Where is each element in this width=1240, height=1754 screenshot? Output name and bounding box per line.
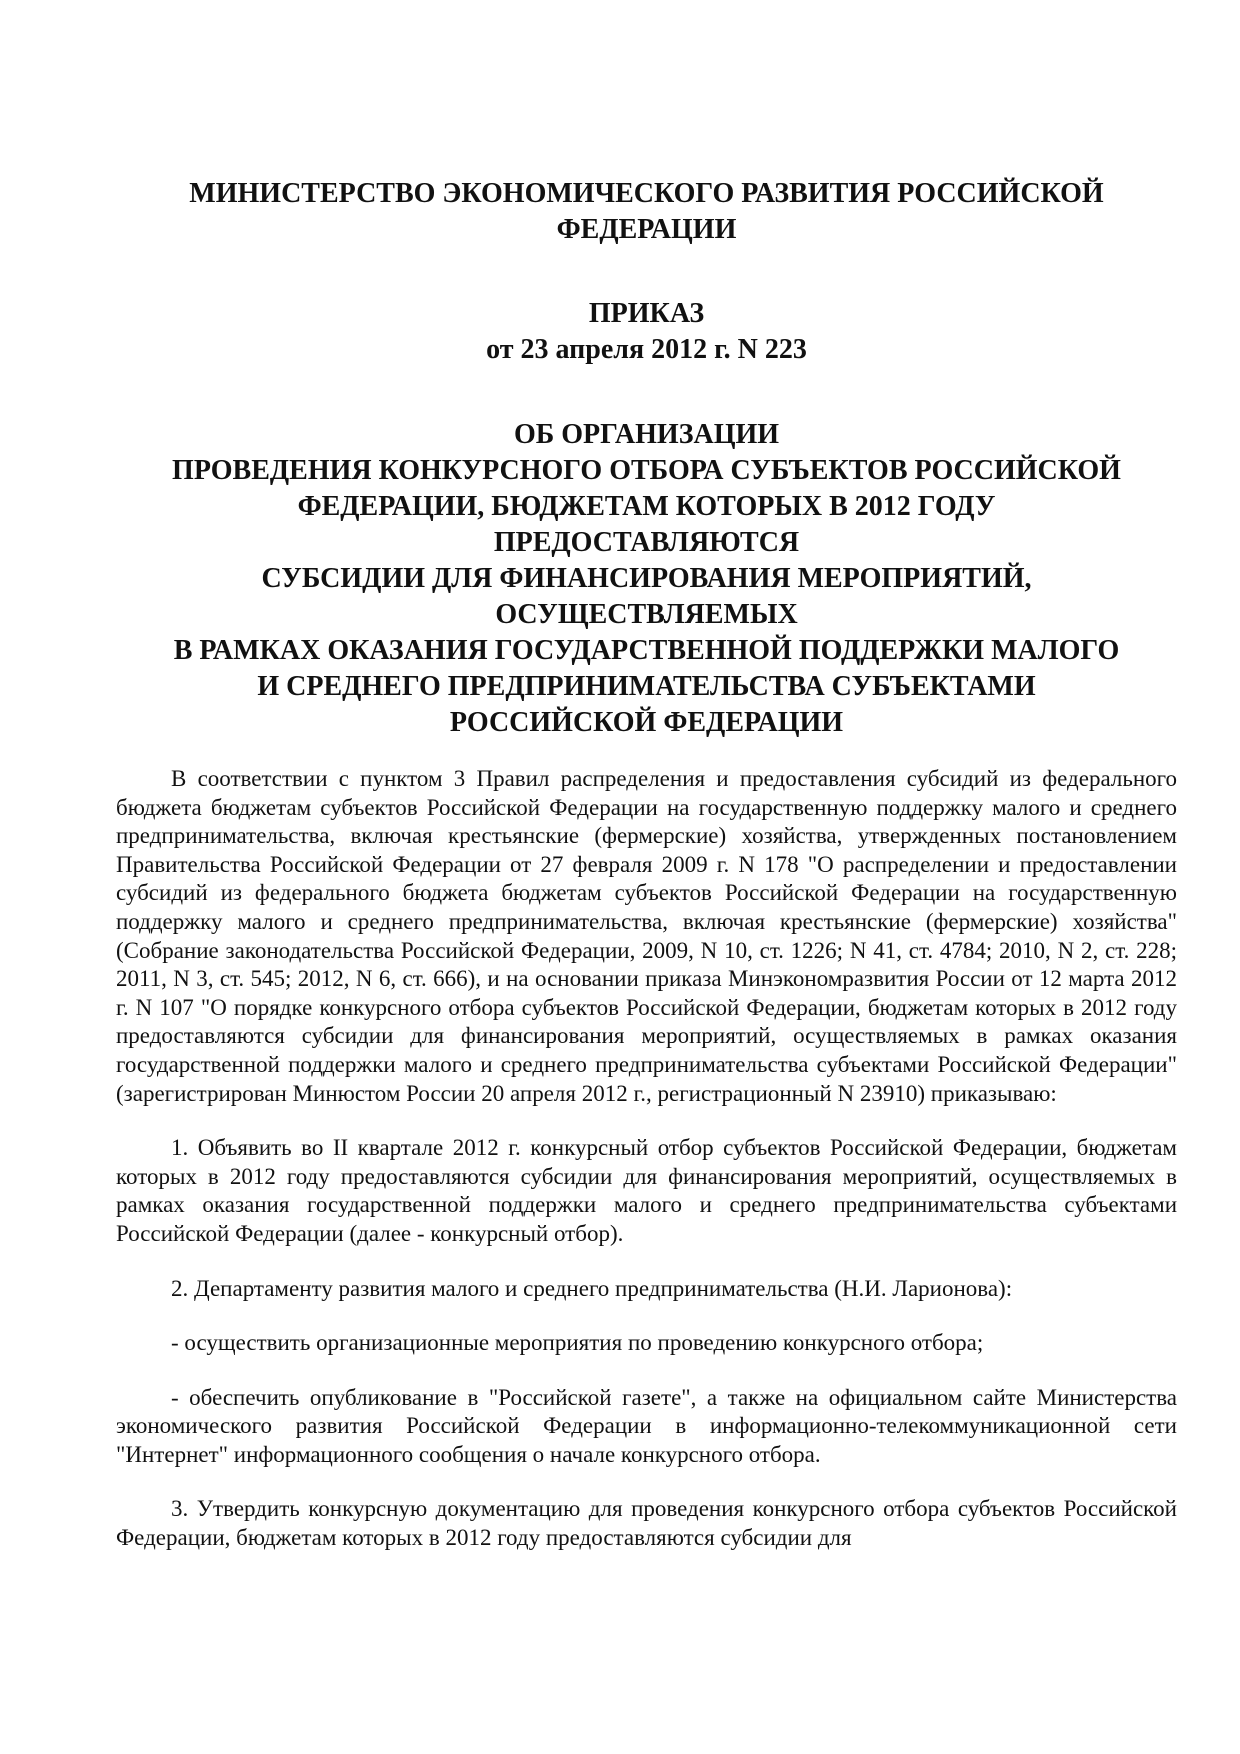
title-line: ПРОВЕДЕНИЯ КОНКУРСНОГО ОТБОРА СУБЪЕКТОВ РОССИЙСКОЙ	[172, 455, 1121, 486]
title-line: ПРЕДОСТАВЛЯЮТСЯ	[493, 527, 800, 558]
document-title	[116, 417, 1177, 741]
clause-1-paragraph: 1. Объявить во II квартале 2012 г. конкурсный отбор субъектов Российской Федерации, бюджетам которых в 2012 году предоставляются субсидии для финансирования мероприятий, осуществляемых в рамках оказания государственной поддержки малого и среднего предпринимательства субъектами Российской Федерации (далее - конкурсный отбор).	[116, 1135, 1177, 1246]
title-line: СУБСИДИИ ДЛЯ ФИНАНСИРОВАНИЯ МЕРОПРИЯТИЙ,	[261, 563, 1032, 594]
title-line: ОСУЩЕСТВЛЯЕМЫХ	[495, 599, 798, 630]
ministry-line: ФЕДЕРАЦИИ	[556, 214, 737, 245]
order-label: ПРИКАЗ	[588, 298, 705, 329]
clause-2-item-1: - осуществить организационные мероприятия по проведению конкурсного отбора;	[171, 1330, 984, 1356]
order-date-number: от 23 апреля 2012 г. N 223	[486, 334, 807, 365]
clause-3-paragraph: 3. Утвердить конкурсную документацию для проведения конкурсного отбора субъектов Российской Федерации, бюджетам которых в 2012 году предоставляются субсидии для	[116, 1496, 1177, 1551]
title-line: И СРЕДНЕГО ПРЕДПРИНИМАТЕЛЬСТВА СУБЪЕКТАМИ	[257, 671, 1036, 702]
order-heading	[116, 296, 1177, 368]
ministry-line: МИНИСТЕРСТВО ЭКОНОМИЧЕСКОГО РАЗВИТИЯ РОССИЙСКОЙ	[189, 178, 1104, 209]
title-line: В РАМКАХ ОКАЗАНИЯ ГОСУДАРСТВЕННОЙ ПОДДЕРЖКИ МАЛОГО	[173, 635, 1120, 666]
clause-2-paragraph: 2. Департаменту развития малого и среднего предпринимательства (Н.И. Ларионова):	[171, 1275, 1013, 1301]
ministry-heading	[116, 176, 1177, 248]
title-line: ОБ ОРГАНИЗАЦИИ	[513, 419, 780, 450]
preamble-paragraph: В соответствии с пунктом 3 Правил распределения и предоставления субсидий из федерального бюджета бюджетам субъектов Российской Федерации на государственную поддержку малого и среднего предпринимательства, включая крестьянские (фермерские) хозяйства, утвержденных постановлением Правительства Российской Федерации от 27 февраля 2009 г. N 178 "О распределении и предоставлении субсидий из федерального бюджета бюджетам субъектов Российской Федерации на государственную поддержку малого и среднего предпринимательства, включая крестьянские (фермерские) хозяйства" (Собрание законодательства Российской Федерации, 2009, N 10, ст. 1226; N 41, ст. 4784; 2010, N 2, ст. 228; 2011, N 3, ст. 545; 2012, N 6, ст. 666), и на основании приказа Минэкономразвития России от 12 марта 2012 г. N 107 "О порядке конкурсного отбора субъектов Российской Федерации, бюджетам которых в 2012 году предоставляются субсидии для финансирования мероприятий, осуществляемых в рамках оказания государственной поддержки малого и среднего предпринимательства субъектами Российской Федерации" (зарегистрирован Минюстом России 20 апреля 2012 г., регистрационный N 23910) приказываю:	[116, 766, 1177, 1106]
title-line: ФЕДЕРАЦИИ, БЮДЖЕТАМ КОТОРЫХ В 2012 ГОДУ	[297, 491, 996, 522]
title-line: РОССИЙСКОЙ ФЕДЕРАЦИИ	[449, 707, 844, 738]
clause-2-item-2: - обеспечить опубликование в "Российской газете", а также на официальном сайте Министерства экономического развития Российской Федерации в информационно-телекоммуникационной сети "Интернет" информационного сообщения о начале конкурсного отбора.	[116, 1384, 1177, 1467]
